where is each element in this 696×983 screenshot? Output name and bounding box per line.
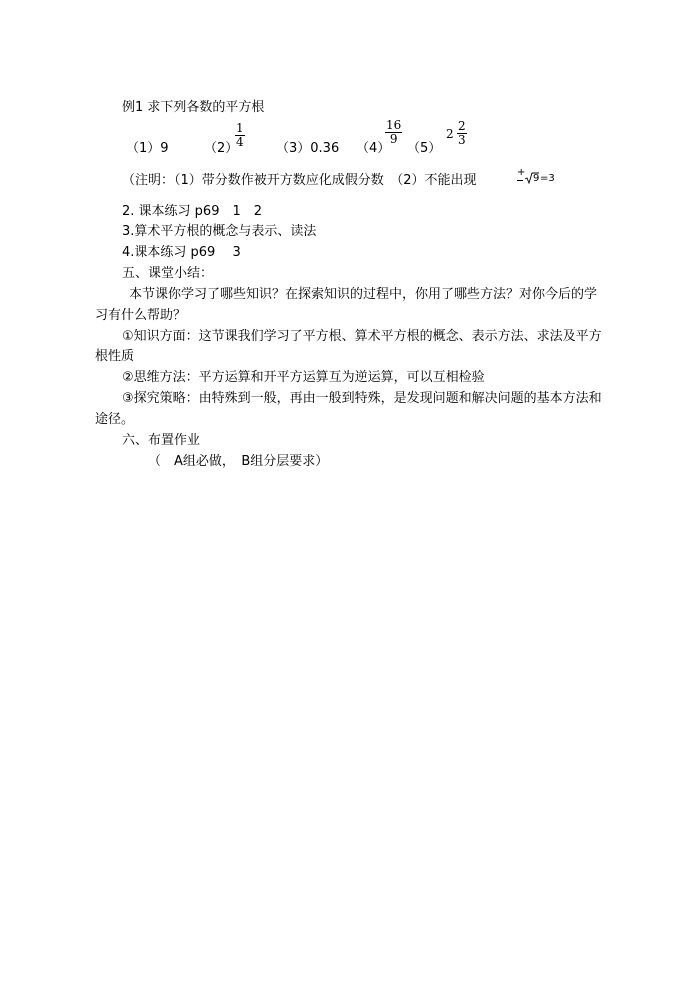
summary-para-1-line-1: 本节课你学习了哪些知识？在探索知识的过程中，你用了哪些方法？对你今后的学 [129,287,598,302]
fraction-denominator: 3 [458,133,466,147]
radicand: 9 [533,173,540,184]
homework-detail: （ A组必做， B组分层要求） [148,454,329,469]
fraction-numerator: 2 [458,119,466,133]
example-title: 例1 求下列各数的平方根 [122,100,265,115]
example-item-2-label: （2） [204,141,239,156]
summary-para-4-line-1: ③探究策略：由特殊到一般，再由一般到特殊，是发现问题和解决问题的基本方法和 [122,391,602,406]
summary-para-4-line-2: 途径。 [95,412,135,427]
example-item-1: （1）9 [126,141,169,156]
step-2: 2. 课本练习 p69 1 2 [122,204,263,219]
fraction-numerator: 1 [236,121,244,135]
plus-sign: + [517,167,526,178]
example-item-3: （3）0.36 [276,141,340,156]
example-item-4-label: （4） [356,141,391,156]
homework-heading: 六、布置作业 [122,433,201,448]
summary-para-3: ②思维方法：平方运算和开平方运算互为逆运算，可以互相检验 [122,370,485,385]
summary-para-2-line-1: ①知识方面：这节课我们学习了平方根、算术平方根的概念、表示方法、求法及平方 [122,329,602,344]
mixed-number-whole: 2 [446,127,454,141]
summary-heading: 五、课堂小结： [122,266,214,281]
fraction-denominator: 4 [236,135,244,149]
example-item-5-label: （5） [407,141,442,156]
summary-para-2-line-2: 根性质 [95,349,135,364]
step-4: 4.课本练习 p69 3 [122,245,241,260]
fraction-two-thirds [457,120,467,147]
fraction-one-quarter [235,122,245,149]
step-3: 3.算术平方根的概念与表示、读法 [122,224,317,239]
fraction-numerator: 16 [386,118,402,132]
minus-bar [517,180,523,181]
note-result: =3 [540,173,555,184]
note-text: （注明：（1）带分数作被开方数应化成假分数 （2）不能出现 [122,173,477,188]
fraction-sixteen-ninths [385,119,402,146]
summary-para-1-line-2: 习有什么帮助？ [95,308,187,323]
fraction-denominator: 9 [389,132,398,146]
